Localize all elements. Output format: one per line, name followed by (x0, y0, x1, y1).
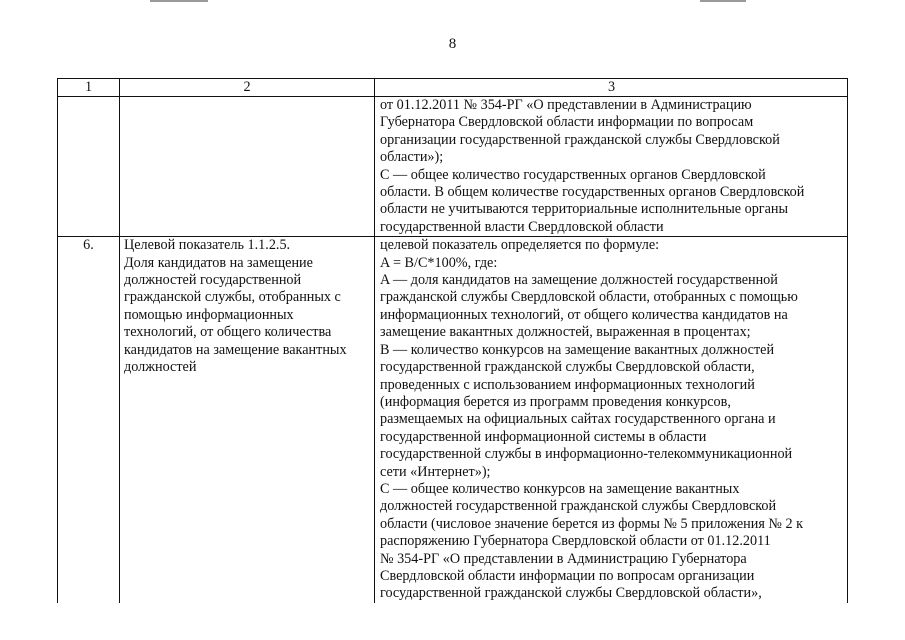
indicator-name-line: должностей государственной (124, 272, 302, 289)
description-line: области»); (380, 149, 444, 166)
indicator-name-line: гражданской службы, отобранных с (124, 289, 341, 306)
description-line: государственной службы в информационно-телекоммуникационной (380, 446, 793, 463)
description-line: A — доля кандидатов на замещение должностей государственной (380, 272, 778, 289)
description-line: сети «Интернет»); (380, 463, 491, 480)
indicator-name-cell (120, 237, 375, 603)
table-row-continued (58, 97, 848, 237)
description-line: размещаемых на официальных сайтах государственного органа и (380, 411, 776, 428)
scan-edge-line-right (700, 0, 746, 2)
table-header-row (58, 79, 848, 97)
description-line: государственной гражданской службы Свердловской области», (380, 585, 762, 602)
description-line: государственной информационной системы в области (380, 428, 707, 445)
description-line: Свердловской области информации по вопросам организации (380, 567, 755, 584)
table-row-6 (58, 237, 848, 603)
row-number: 6. (58, 237, 120, 603)
description-line: должностей государственной гражданской службы Свердловской (380, 498, 777, 515)
indicator-description-cell (375, 237, 848, 603)
description-line: области (числовое значение берется из формы № 5 приложения № 2 к (380, 515, 804, 532)
description-line: государственной гражданской службы Свердловской области, (380, 359, 755, 376)
description-line: области. В общем количестве государственных органов Свердловской (380, 184, 805, 201)
indicator-name-line: помощью информационных (124, 306, 294, 323)
indicator-table (57, 78, 848, 603)
description-line: области не учитываются территориальные исполнительные органы (380, 201, 789, 218)
description-line: A = B/C*100%, где: (380, 254, 498, 271)
description-line: организации государственной гражданской службы Свердловской (380, 131, 780, 148)
indicator-name-cell (120, 97, 375, 237)
header-col-1: 1 (58, 79, 120, 97)
header-col-3: 3 (375, 79, 848, 97)
description-line: гражданской службы Свердловской области, отобранных с помощью (380, 289, 798, 306)
row-number (58, 97, 120, 237)
header-col-2: 2 (120, 79, 375, 97)
description-line: государственной власти Свердловской области (380, 218, 664, 235)
description-line: С — общее количество конкурсов на замещение вакантных (380, 480, 740, 497)
description-line: проведенных с использованием информационных технологий (380, 376, 755, 393)
indicator-name-line: Доля кандидатов на замещение (124, 254, 313, 271)
description-line: распоряжению Губернатора Свердловской области от 01.12.2011 (380, 533, 771, 550)
description-line: от 01.12.2011 № 354-РГ «О представлении в Администрацию (380, 97, 752, 113)
description-line: № 354-РГ «О представлении в Администрацию Губернатора (380, 550, 747, 567)
description-line: информационных технологий, от общего количества кандидатов на (380, 306, 788, 323)
indicator-name-line: технологий, от общего количества (124, 324, 332, 341)
indicator-name-line: должностей (124, 359, 197, 376)
description-line: С — общее количество государственных органов Свердловской (380, 166, 766, 183)
page-number: 8 (448, 36, 457, 52)
description-line: замещение вакантных должностей, выраженная в процентах; (380, 324, 751, 341)
scan-edge-line-left (150, 0, 208, 2)
description-line: B — количество конкурсов на замещение вакантных должностей (380, 341, 775, 358)
indicator-name-line: кандидатов на замещение вакантных (124, 341, 347, 358)
description-line: целевой показатель определяется по формуле: (380, 237, 660, 254)
description-line: Губернатора Свердловской области информации по вопросам (380, 114, 754, 131)
description-line: (информация берется из программ проведения конкурсов, (380, 393, 731, 410)
indicator-name-line: Целевой показатель 1.1.2.5. (124, 237, 291, 254)
indicator-description-cell (375, 97, 848, 237)
